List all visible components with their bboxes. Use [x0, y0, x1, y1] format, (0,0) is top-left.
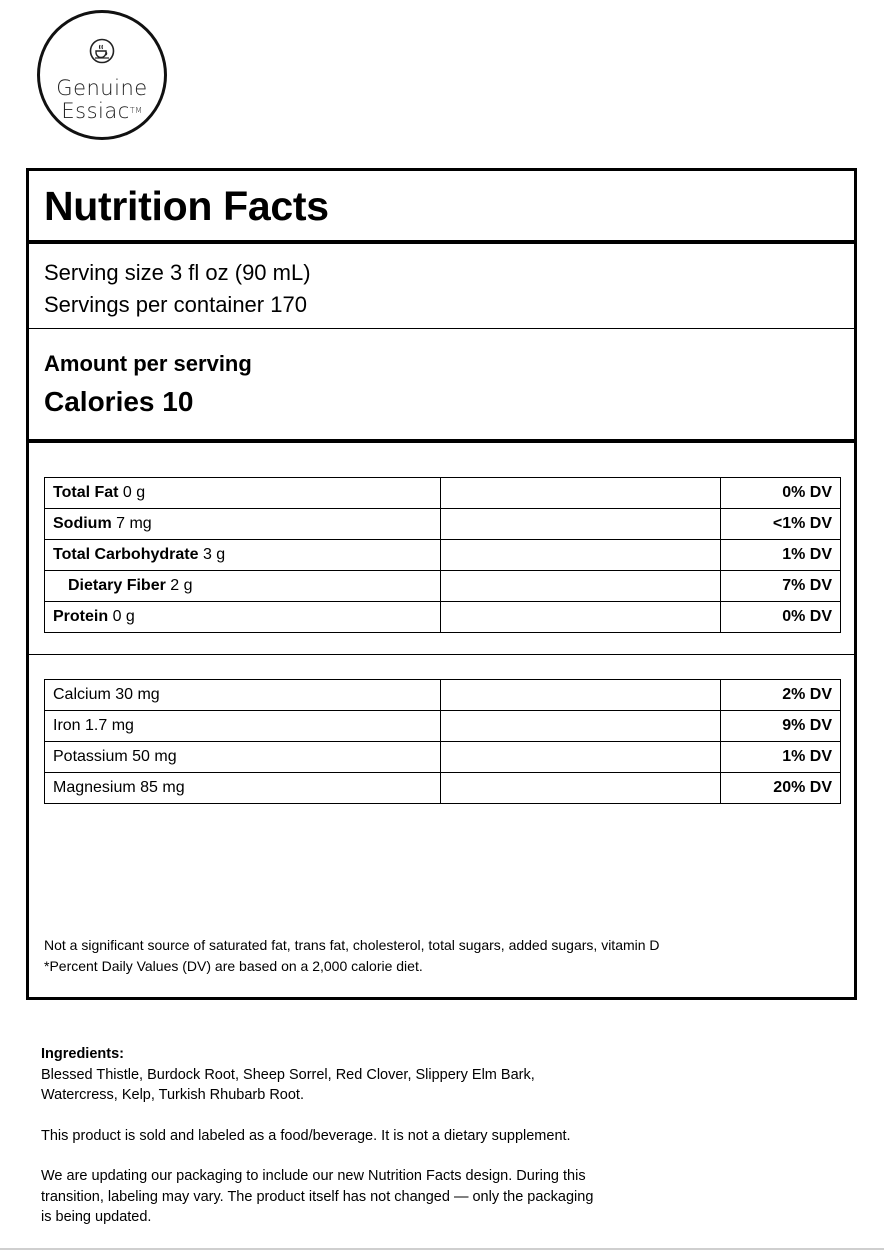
empty-cell — [441, 509, 721, 540]
nutrient-amount: 0 g — [118, 484, 146, 501]
daily-value: 0% DV — [721, 478, 841, 509]
packaging-line: transition, labeling may vary. The product itself has not changed — only the packaging — [41, 1188, 594, 1205]
mineral-label: Magnesium 85 mg — [45, 773, 441, 804]
nutrient-name: Total Fat — [53, 484, 119, 501]
nutrient-cell — [45, 509, 441, 540]
mineral-label: Potassium 50 mg — [45, 742, 441, 773]
table-row — [45, 478, 841, 509]
empty-cell — [441, 711, 721, 742]
mineral-label: Calcium 30 mg — [45, 680, 441, 711]
table-row — [45, 540, 841, 571]
nutrition-facts-panel — [26, 168, 857, 1000]
empty-cell — [441, 571, 721, 602]
nutrient-amount: 7 mg — [111, 515, 152, 532]
thin-divider — [29, 654, 854, 655]
serving-info — [44, 257, 311, 321]
thin-divider — [29, 328, 854, 329]
daily-value: 2% DV — [721, 680, 841, 711]
footnote — [44, 935, 660, 977]
dv-footnote: *Percent Daily Values (DV) are based on a 2,000 calorie diet. — [44, 958, 423, 974]
nutrient-amount: 0 g — [108, 608, 135, 625]
daily-value: 7% DV — [721, 571, 841, 602]
mineral-table — [44, 679, 841, 804]
logo-essiac-word: Essiac — [61, 99, 130, 123]
nutrient-name: Sodium — [53, 515, 112, 532]
daily-value: 1% DV — [721, 742, 841, 773]
table-row — [45, 509, 841, 540]
mineral-label: Iron 1.7 mg — [45, 711, 441, 742]
nutrient-name: Dietary Fiber — [68, 577, 166, 594]
table-row — [45, 680, 841, 711]
logo-line-essiac — [40, 100, 164, 123]
thick-divider — [29, 240, 854, 244]
bottom-divider — [0, 1248, 884, 1250]
table-row — [45, 773, 841, 804]
nutrient-amount: 2 g — [165, 577, 193, 594]
nutrient-table — [44, 477, 841, 633]
trademark-mark: TM — [129, 106, 143, 115]
empty-cell — [441, 478, 721, 509]
empty-cell — [441, 773, 721, 804]
daily-value: 1% DV — [721, 540, 841, 571]
nutrient-name: Total Carbohydrate — [53, 546, 199, 563]
panel-title: Nutrition Facts — [44, 183, 329, 229]
thick-divider — [29, 439, 854, 443]
calories: Calories 10 — [44, 386, 194, 417]
packaging-notice — [41, 1166, 593, 1228]
teacup-icon — [89, 38, 115, 64]
ingredients-line: Watercress, Kelp, Turkish Rhubarb Root. — [41, 1087, 304, 1103]
daily-value: 0% DV — [721, 602, 841, 633]
packaging-line: We are updating our packaging to include our new Nutrition Facts design. During this — [41, 1168, 586, 1184]
daily-value: 20% DV — [721, 773, 841, 804]
nutrient-cell — [45, 571, 441, 602]
servings-per-container: Servings per container 170 — [44, 292, 307, 317]
empty-cell — [441, 680, 721, 711]
daily-value: <1% DV — [721, 509, 841, 540]
nutrient-amount: 3 g — [198, 546, 226, 563]
empty-cell — [441, 540, 721, 571]
daily-value: 9% DV — [721, 711, 841, 742]
logo-text — [40, 77, 164, 123]
empty-cell — [441, 602, 721, 633]
empty-cell — [441, 742, 721, 773]
table-row — [45, 602, 841, 633]
nutrient-name: Protein — [53, 608, 109, 625]
not-significant-source: Not a significant source of saturated fat, trans fat, cholesterol, total sugars, added sugars, vitamin D — [44, 937, 660, 953]
ingredients-section — [41, 1044, 535, 1106]
nutrient-cell — [45, 478, 441, 509]
ingredients-heading: Ingredients: — [41, 1046, 124, 1062]
food-notice: This product is sold and labeled as a food/beverage. It is not a dietary supplement. — [41, 1128, 571, 1144]
amount-per-serving: Amount per serving — [44, 351, 252, 376]
ingredients-line: Blessed Thistle, Burdock Root, Sheep Sorrel, Red Clover, Slippery Elm Bark, — [41, 1066, 535, 1083]
logo-line-genuine: Genuine — [56, 76, 148, 100]
nutrient-cell — [45, 602, 441, 633]
brand-logo — [37, 10, 167, 140]
packaging-line: is being updated. — [41, 1209, 152, 1225]
table-row — [45, 742, 841, 773]
table-row — [45, 711, 841, 742]
table-row — [45, 571, 841, 602]
serving-size: Serving size 3 fl oz (90 mL) — [44, 260, 311, 285]
nutrient-cell — [45, 540, 441, 571]
